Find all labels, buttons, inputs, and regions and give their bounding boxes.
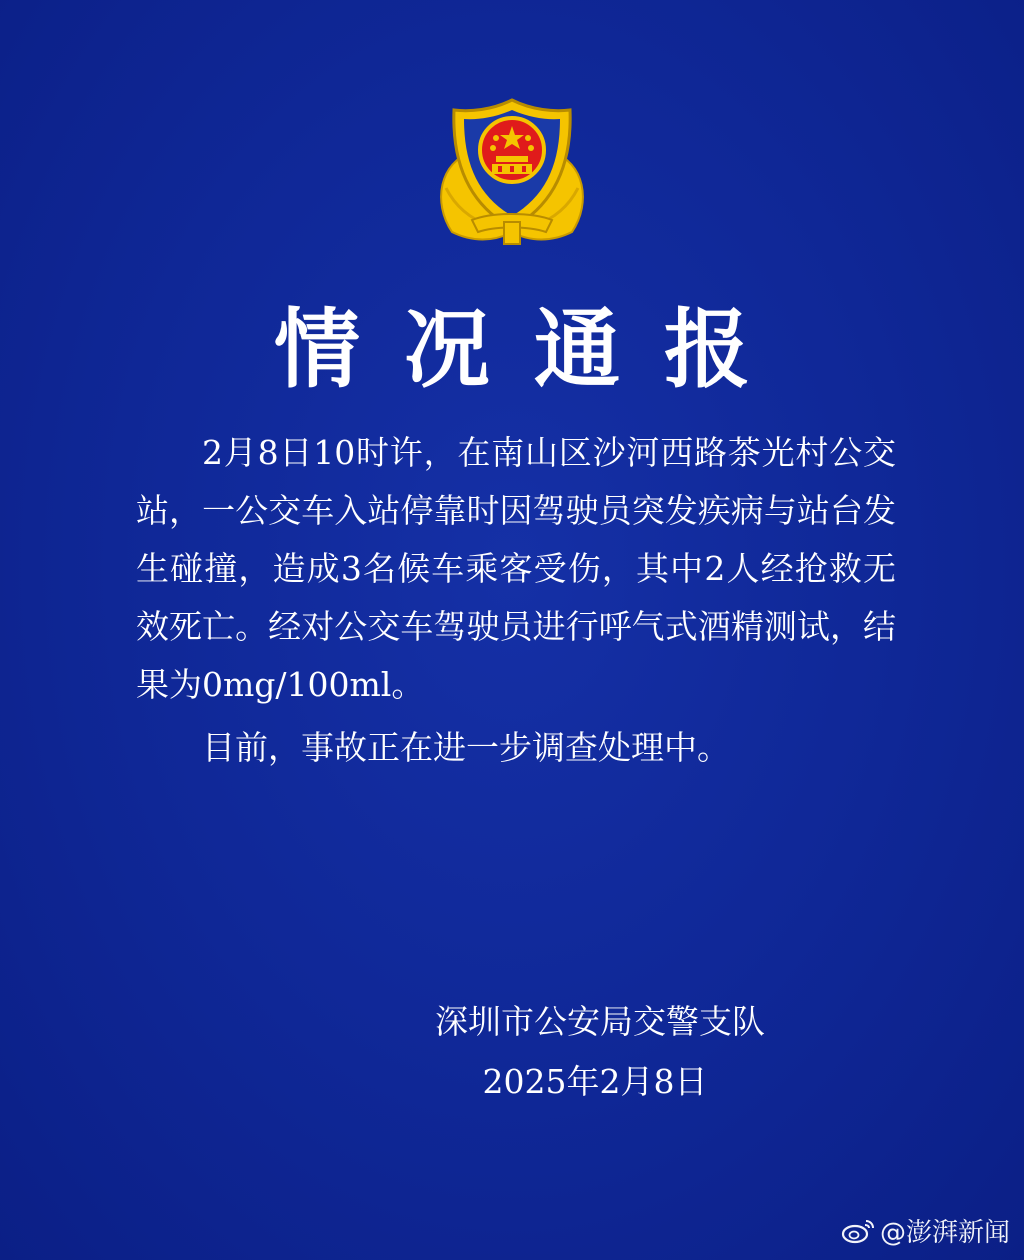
source-watermark <box>840 1212 1010 1248</box>
issuer-name: 深圳市公安局交警支队 <box>435 1002 765 1041</box>
notice-title: 情况通报 <box>274 299 794 400</box>
watermark-text: @澎湃新闻 <box>879 1217 1010 1248</box>
notice-body <box>136 424 896 777</box>
notice-paragraph: 目前，事故正在进一步调查处理中。 <box>202 728 730 767</box>
notice-paragraph: 2月8日10时许，在南山区沙河西路茶光村公交站，一公交车入站停靠时因驾驶员突发疾病与站台发生碰撞，造成3名候车乘客受伤，其中2人经抢救无效死亡。经对公交车驾驶员进行呼气式酒精测试，结果为0mg/100ml。 <box>136 433 896 704</box>
weibo-icon <box>840 1215 876 1245</box>
police-emblem-icon <box>432 92 592 254</box>
issue-date: 2025年2月8日 <box>482 1062 708 1101</box>
